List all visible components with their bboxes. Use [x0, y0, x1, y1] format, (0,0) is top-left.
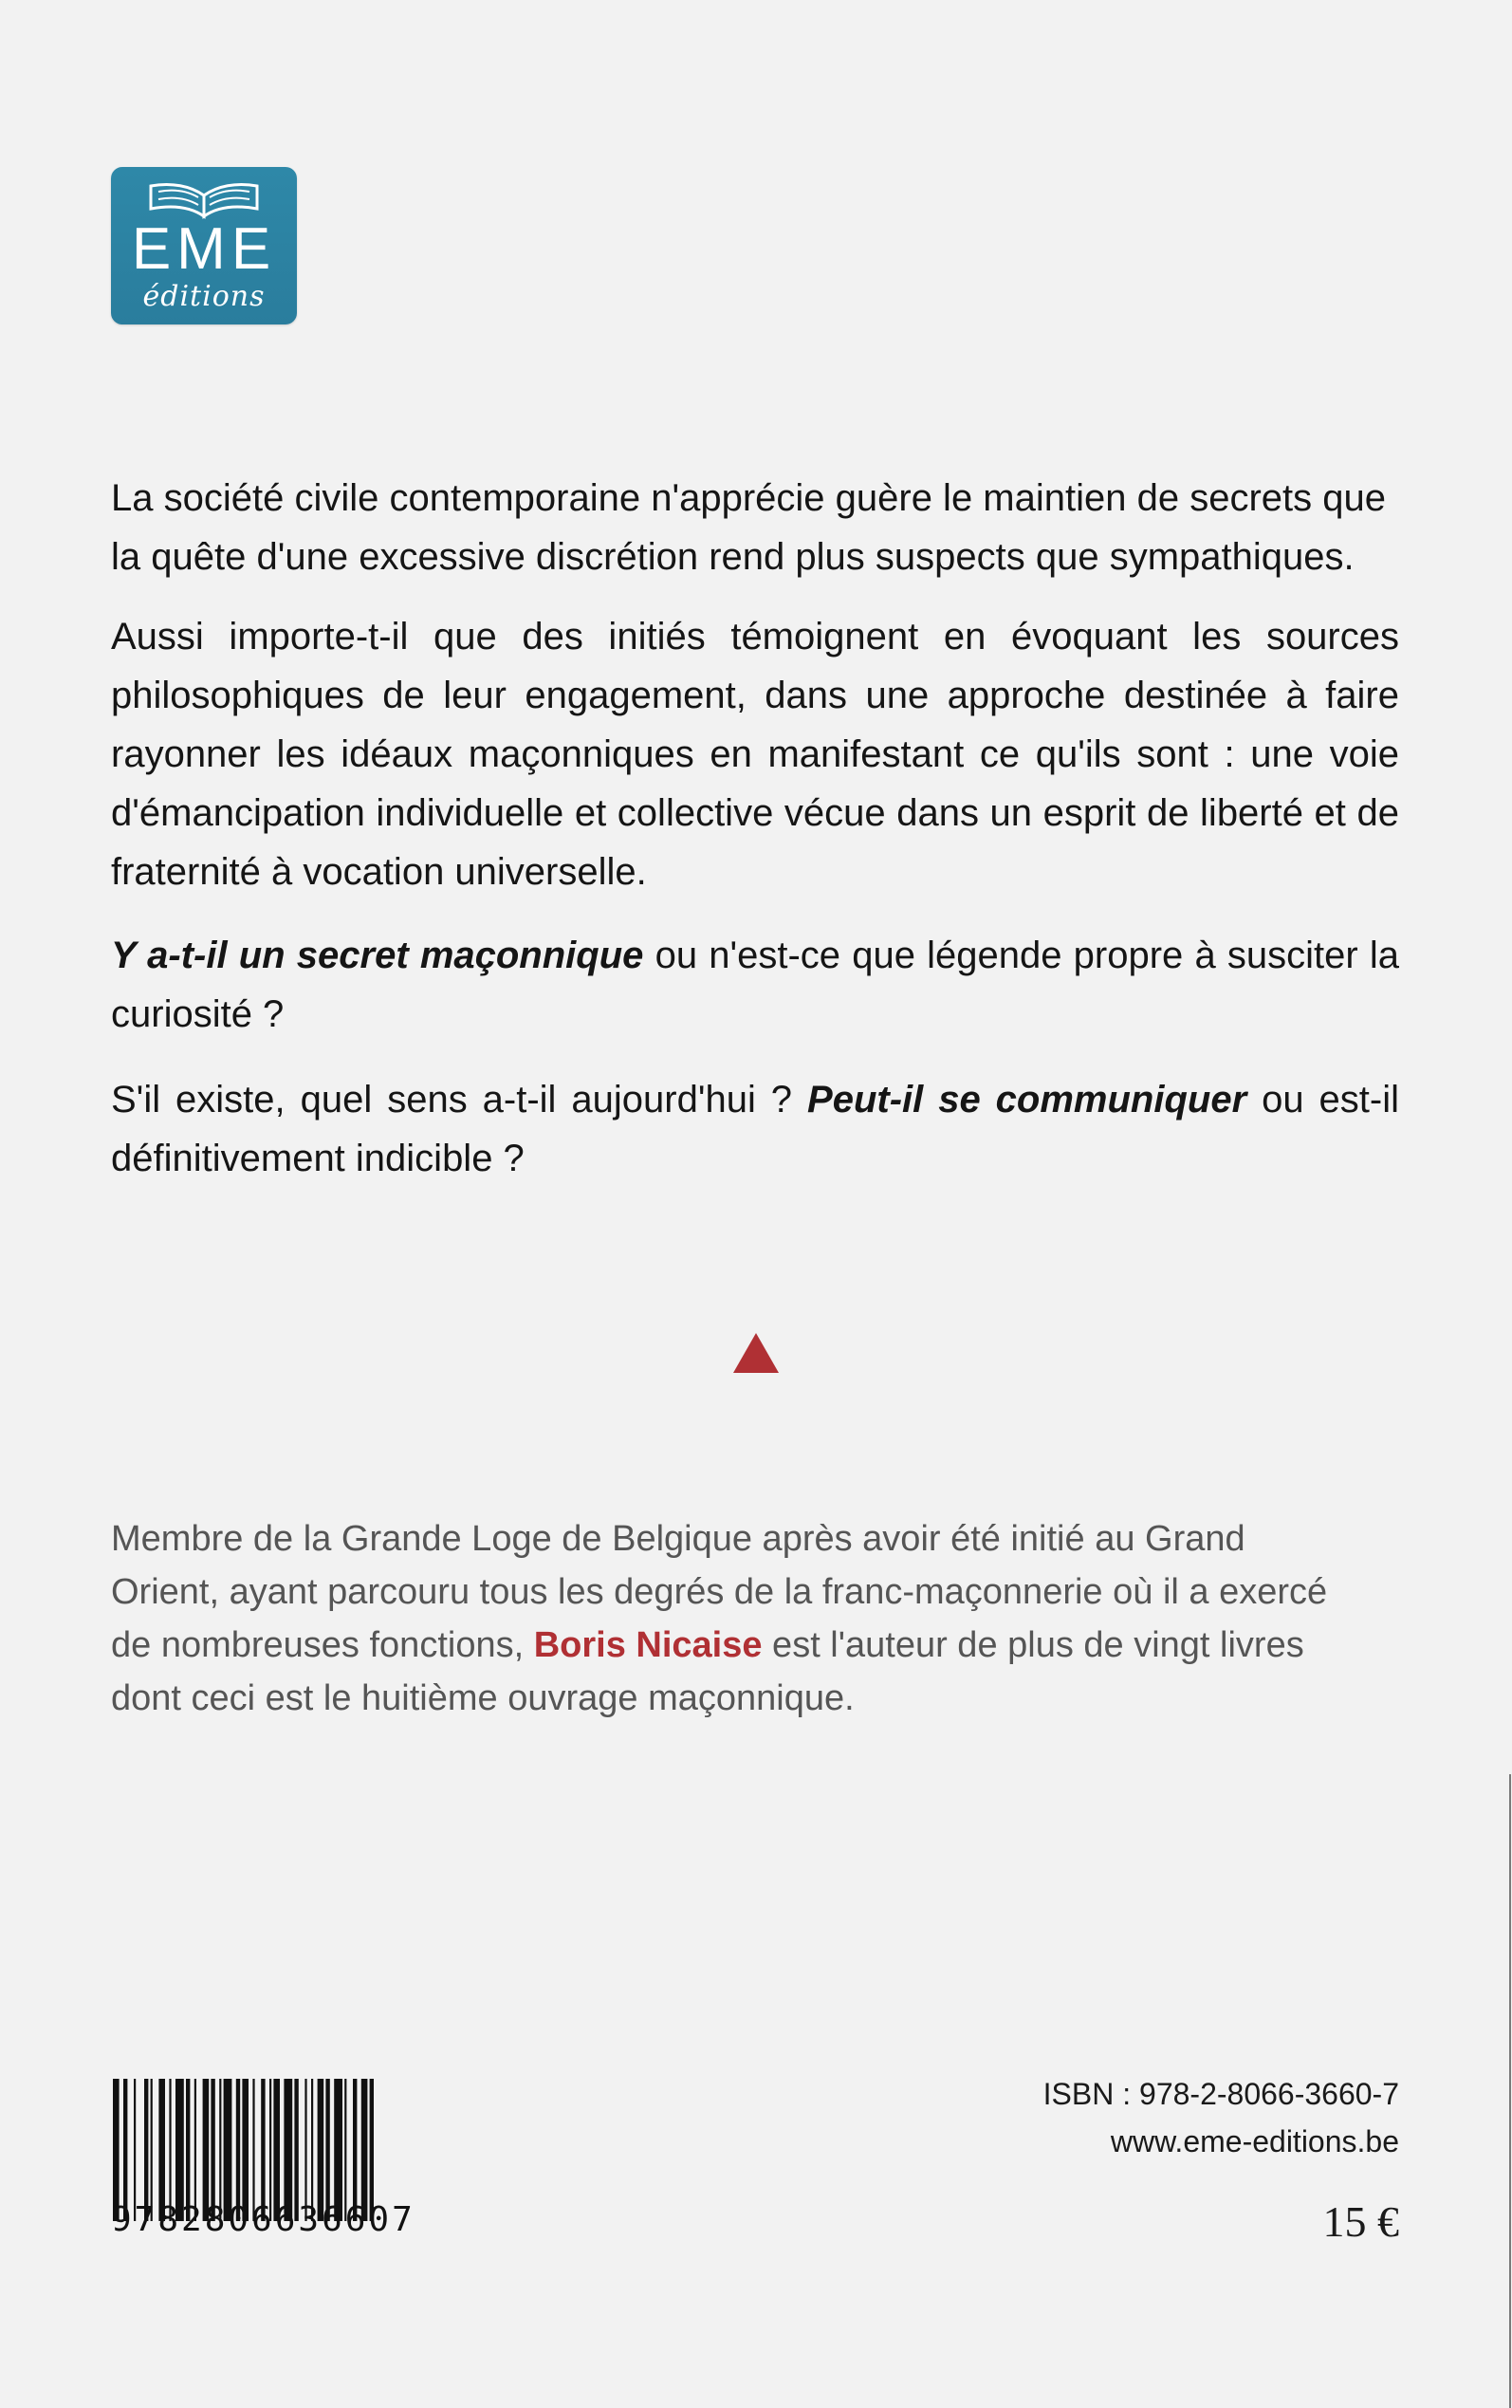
question-emphasis-2: Peut-il se communiquer — [807, 1079, 1247, 1121]
summary-paragraph-4 — [111, 1070, 1399, 1188]
summary-text-4 — [111, 1070, 1399, 1188]
bio-text-before: Membre de la Grande Loge de Belgique après avoir été initié au Grand Orient, ayant parcouru tous les degrés de la franc-maçonnerie où il a exercé de nombreuses fonctions, — [111, 1519, 1328, 1665]
summary-paragraph-3 — [111, 926, 1399, 1044]
website-link[interactable]: www.eme-editions.be — [1110, 2124, 1399, 2158]
isbn: ISBN : 978-2-8066-3660-7 — [1042, 2077, 1399, 2111]
bio-text-after: est l'auteur de plus de vingt livres dont ceci est le huitième ouvrage maçonnique. — [111, 1625, 1304, 1718]
open-book-icon — [145, 178, 263, 220]
summary-text-1: La société civile contemporaine n'apprécie guère le maintien de secrets que la quête d'une excessive discrétion rend plus suspects que sympathiques. — [111, 477, 1386, 578]
summary-paragraph-2 — [111, 607, 1399, 901]
question-rest: ou n'est-ce que légende propre à susciter la curiosité ? — [111, 935, 1399, 1035]
summary-text-2: Aussi importe-t-il que des initiés témoignent en évoquant les sources philosophiques de leur engagement, dans une approche destinée à faire rayonner les idéaux maçonniques en manifestant ce qu'ils sont : une voie d'émancipation individuelle et collective vécue dans un esprit de liberté et de fraternité à vocation universelle. — [111, 616, 1399, 893]
summary-paragraph-1 — [111, 469, 1399, 586]
author-name: Boris Nicaise — [533, 1625, 763, 1665]
question-rest-2: ou est-il définitivement indicible ? — [111, 1079, 1400, 1179]
edge-divider — [1509, 1774, 1511, 2408]
author-bio — [111, 1512, 1344, 1725]
logo-subtext: éditions — [142, 280, 266, 313]
question-emphasis: Y a-t-il un secret maçonnique — [111, 935, 644, 976]
price: 15 € — [1322, 2197, 1399, 2246]
barcode-number: 9782806636607 — [111, 2200, 415, 2239]
question-start: S'il existe, quel sens a-t-il aujourd'hui ? — [111, 1079, 808, 1121]
publisher-logo — [111, 167, 297, 324]
logo-wordmark: EME — [131, 216, 277, 282]
summary-text-3 — [111, 926, 1399, 1044]
triangle-icon — [733, 1333, 779, 1373]
